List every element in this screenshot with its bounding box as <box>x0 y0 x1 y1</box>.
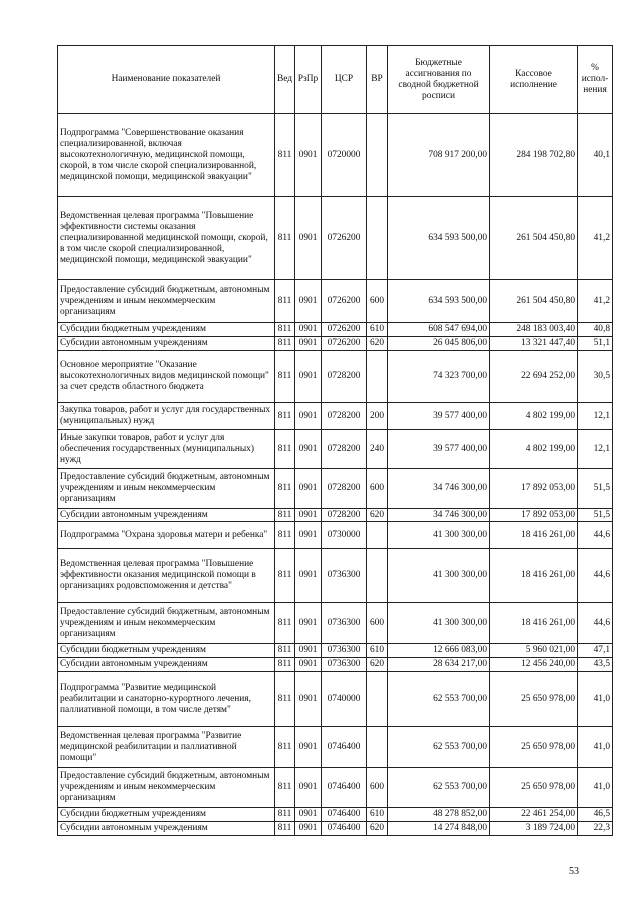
header-kassa: Кассовое исполнение <box>490 46 578 114</box>
row-vr: 620 <box>367 822 388 836</box>
row-vr <box>367 549 388 603</box>
row-kassa: 4 802 199,00 <box>490 403 578 430</box>
header-rzpr: РзПр <box>295 46 322 114</box>
row-ved: 811 <box>275 603 295 644</box>
row-pct: 41,0 <box>578 727 613 768</box>
row-csr: 0730000 <box>322 522 367 549</box>
row-csr: 0728200 <box>322 403 367 430</box>
row-pct: 47,1 <box>578 644 613 658</box>
row-name: Подпрограмма "Охрана здоровья матери и ребенка" <box>58 522 275 549</box>
row-vr: 200 <box>367 403 388 430</box>
row-vr <box>367 351 388 403</box>
row-csr: 0726200 <box>322 323 367 337</box>
row-kassa: 18 416 261,00 <box>490 522 578 549</box>
row-pct: 44,6 <box>578 549 613 603</box>
row-csr: 0726200 <box>322 197 367 280</box>
row-kassa: 22 694 252,00 <box>490 351 578 403</box>
row-pct: 43,5 <box>578 658 613 672</box>
row-ved: 811 <box>275 644 295 658</box>
row-rzpr: 0901 <box>295 644 322 658</box>
row-budget: 39 577 400,00 <box>388 430 490 469</box>
row-rzpr: 0901 <box>295 351 322 403</box>
table-row <box>58 672 613 727</box>
row-csr: 0726200 <box>322 337 367 351</box>
row-rzpr: 0901 <box>295 323 322 337</box>
row-csr: 0736300 <box>322 549 367 603</box>
row-budget: 62 553 700,00 <box>388 727 490 768</box>
row-csr: 0736300 <box>322 603 367 644</box>
row-csr: 0728200 <box>322 351 367 403</box>
row-rzpr: 0901 <box>295 603 322 644</box>
row-kassa: 22 461 254,00 <box>490 808 578 822</box>
row-vr: 600 <box>367 768 388 808</box>
row-vr <box>367 114 388 197</box>
table-row <box>58 509 613 522</box>
row-kassa: 25 650 978,00 <box>490 727 578 768</box>
row-kassa: 25 650 978,00 <box>490 768 578 808</box>
header-row <box>58 46 613 114</box>
table-row <box>58 280 613 323</box>
row-vr: 610 <box>367 644 388 658</box>
row-budget: 62 553 700,00 <box>388 768 490 808</box>
row-kassa: 3 189 724,00 <box>490 822 578 836</box>
row-kassa: 13 321 447,40 <box>490 337 578 351</box>
row-rzpr: 0901 <box>295 114 322 197</box>
row-name: Закупка товаров, работ и услуг для государственных (муниципальных) нужд <box>58 403 275 430</box>
header-csr: ЦСР <box>322 46 367 114</box>
row-ved: 811 <box>275 114 295 197</box>
row-rzpr: 0901 <box>295 403 322 430</box>
row-name: Предоставление субсидий бюджетным, автономным учреждениям и иным некоммерческим организациям <box>58 469 275 509</box>
row-ved: 811 <box>275 808 295 822</box>
row-budget: 34 746 300,00 <box>388 469 490 509</box>
row-csr: 0736300 <box>322 644 367 658</box>
row-name: Иные закупки товаров, работ и услуг для обеспечения государственных (муниципальных) нужд <box>58 430 275 469</box>
row-rzpr: 0901 <box>295 768 322 808</box>
row-kassa: 17 892 053,00 <box>490 509 578 522</box>
row-budget: 708 917 200,00 <box>388 114 490 197</box>
row-budget: 14 274 848,00 <box>388 822 490 836</box>
row-budget: 26 045 806,00 <box>388 337 490 351</box>
row-pct: 40,1 <box>578 114 613 197</box>
header-budget: Бюджетные ассигнования по сводной бюджетной росписи <box>388 46 490 114</box>
row-name: Предоставление субсидий бюджетным, автономным учреждениям и иным некоммерческим организациям <box>58 280 275 323</box>
table-row <box>58 114 613 197</box>
row-pct: 30,5 <box>578 351 613 403</box>
row-rzpr: 0901 <box>295 197 322 280</box>
row-name: Субсидии автономным учреждениям <box>58 509 275 522</box>
row-name: Предоставление субсидий бюджетным, автономным учреждениям и иным некоммерческим организациям <box>58 603 275 644</box>
row-pct: 41,0 <box>578 672 613 727</box>
row-vr <box>367 197 388 280</box>
row-vr: 600 <box>367 280 388 323</box>
row-vr: 620 <box>367 509 388 522</box>
table-row <box>58 603 613 644</box>
row-rzpr: 0901 <box>295 280 322 323</box>
row-vr: 620 <box>367 658 388 672</box>
row-pct: 41,2 <box>578 197 613 280</box>
table-row <box>58 808 613 822</box>
row-budget: 48 278 852,00 <box>388 808 490 822</box>
row-pct: 12,1 <box>578 403 613 430</box>
row-vr <box>367 727 388 768</box>
table-row <box>58 323 613 337</box>
row-budget: 608 547 694,00 <box>388 323 490 337</box>
row-kassa: 4 802 199,00 <box>490 430 578 469</box>
row-vr: 600 <box>367 469 388 509</box>
row-name: Субсидии автономным учреждениям <box>58 337 275 351</box>
row-csr: 0726200 <box>322 280 367 323</box>
row-rzpr: 0901 <box>295 808 322 822</box>
row-vr: 610 <box>367 808 388 822</box>
row-name: Субсидии бюджетным учреждениям <box>58 644 275 658</box>
row-rzpr: 0901 <box>295 549 322 603</box>
row-rzpr: 0901 <box>295 469 322 509</box>
row-budget: 28 634 217,00 <box>388 658 490 672</box>
row-pct: 41,2 <box>578 280 613 323</box>
row-ved: 811 <box>275 658 295 672</box>
table-body <box>58 114 613 836</box>
row-budget: 41 300 300,00 <box>388 549 490 603</box>
row-ved: 811 <box>275 727 295 768</box>
row-budget: 41 300 300,00 <box>388 522 490 549</box>
row-ved: 811 <box>275 509 295 522</box>
row-vr <box>367 522 388 549</box>
row-name: Субсидии бюджетным учреждениям <box>58 808 275 822</box>
header-vr: ВР <box>367 46 388 114</box>
table-row <box>58 403 613 430</box>
row-kassa: 284 198 702,80 <box>490 114 578 197</box>
row-budget: 12 666 083,00 <box>388 644 490 658</box>
header-ved: Вед <box>275 46 295 114</box>
row-ved: 811 <box>275 351 295 403</box>
row-budget: 634 593 500,00 <box>388 280 490 323</box>
row-kassa: 18 416 261,00 <box>490 549 578 603</box>
row-name: Основное мероприятие "Оказание высокотехнологичных видов медицинской помощи" за счет средств областного бюджета <box>58 351 275 403</box>
row-pct: 12,1 <box>578 430 613 469</box>
row-csr: 0746400 <box>322 808 367 822</box>
row-ved: 811 <box>275 197 295 280</box>
row-rzpr: 0901 <box>295 430 322 469</box>
row-kassa: 261 504 450,80 <box>490 280 578 323</box>
row-rzpr: 0901 <box>295 337 322 351</box>
table-row <box>58 430 613 469</box>
row-rzpr: 0901 <box>295 522 322 549</box>
row-rzpr: 0901 <box>295 672 322 727</box>
row-pct: 51,5 <box>578 509 613 522</box>
table-row <box>58 337 613 351</box>
row-csr: 0728200 <box>322 509 367 522</box>
row-vr: 600 <box>367 603 388 644</box>
row-ved: 811 <box>275 672 295 727</box>
table-row <box>58 351 613 403</box>
row-ved: 811 <box>275 469 295 509</box>
row-csr: 0740000 <box>322 672 367 727</box>
row-name: Ведомственная целевая программа "Повышение эффективности системы оказания специализированной медицинской помощи, скорой, в том числе скорой специализированной, медицинской помощи, медицинской эвакуации" <box>58 197 275 280</box>
row-pct: 41,0 <box>578 768 613 808</box>
row-name: Субсидии бюджетным учреждениям <box>58 323 275 337</box>
row-pct: 51,5 <box>578 469 613 509</box>
row-ved: 811 <box>275 323 295 337</box>
row-kassa: 248 183 003,40 <box>490 323 578 337</box>
row-name: Подпрограмма "Развитие медицинской реабилитации и санаторно-курортного лечения, паллиативной помощи, в том числе детям" <box>58 672 275 727</box>
page-number: 53 <box>569 866 579 877</box>
row-budget: 34 746 300,00 <box>388 509 490 522</box>
row-vr: 620 <box>367 337 388 351</box>
table-row <box>58 822 613 836</box>
row-vr: 610 <box>367 323 388 337</box>
row-pct: 51,1 <box>578 337 613 351</box>
row-name: Ведомственная целевая программа "Повышение эффективности оказания медицинской помощи в организациях родовспоможения и детства" <box>58 549 275 603</box>
row-pct: 22,3 <box>578 822 613 836</box>
row-name: Субсидии автономным учреждениям <box>58 658 275 672</box>
row-vr: 240 <box>367 430 388 469</box>
row-csr: 0728200 <box>322 430 367 469</box>
row-pct: 44,6 <box>578 603 613 644</box>
row-kassa: 5 960 021,00 <box>490 644 578 658</box>
table-row <box>58 549 613 603</box>
row-csr: 0746400 <box>322 822 367 836</box>
row-ved: 811 <box>275 280 295 323</box>
row-ved: 811 <box>275 822 295 836</box>
row-budget: 74 323 700,00 <box>388 351 490 403</box>
row-csr: 0720000 <box>322 114 367 197</box>
row-vr <box>367 672 388 727</box>
row-kassa: 18 416 261,00 <box>490 603 578 644</box>
header-pct: % испол-нения <box>578 46 613 114</box>
header-name: Наименование показателей <box>58 46 275 114</box>
row-kassa: 25 650 978,00 <box>490 672 578 727</box>
table-row <box>58 768 613 808</box>
table-row <box>58 644 613 658</box>
row-ved: 811 <box>275 430 295 469</box>
row-kassa: 261 504 450,80 <box>490 197 578 280</box>
row-csr: 0746400 <box>322 727 367 768</box>
row-csr: 0736300 <box>322 658 367 672</box>
row-rzpr: 0901 <box>295 822 322 836</box>
row-budget: 62 553 700,00 <box>388 672 490 727</box>
row-rzpr: 0901 <box>295 509 322 522</box>
row-budget: 41 300 300,00 <box>388 603 490 644</box>
row-name: Ведомственная целевая программа "Развитие медицинской реабилитации и паллиативной помощи" <box>58 727 275 768</box>
table-row <box>58 727 613 768</box>
table-row <box>58 197 613 280</box>
row-kassa: 17 892 053,00 <box>490 469 578 509</box>
row-name: Предоставление субсидий бюджетным, автономным учреждениям и иным некоммерческим организациям <box>58 768 275 808</box>
row-name: Субсидии автономным учреждениям <box>58 822 275 836</box>
row-csr: 0728200 <box>322 469 367 509</box>
row-ved: 811 <box>275 522 295 549</box>
row-budget: 634 593 500,00 <box>388 197 490 280</box>
row-ved: 811 <box>275 768 295 808</box>
row-name: Подпрограмма "Совершенствование оказания специализированной, включая высокотехнологичную, медицинской помощи, скорой, в том числе скорой специализированной, медицинской помощи, медицинской эвакуации" <box>58 114 275 197</box>
table-row <box>58 658 613 672</box>
table-row <box>58 522 613 549</box>
row-rzpr: 0901 <box>295 658 322 672</box>
row-kassa: 12 456 240,00 <box>490 658 578 672</box>
row-ved: 811 <box>275 549 295 603</box>
row-pct: 46,5 <box>578 808 613 822</box>
table-row <box>58 469 613 509</box>
row-budget: 39 577 400,00 <box>388 403 490 430</box>
row-rzpr: 0901 <box>295 727 322 768</box>
row-pct: 44,6 <box>578 522 613 549</box>
row-ved: 811 <box>275 403 295 430</box>
row-csr: 0746400 <box>322 768 367 808</box>
row-ved: 811 <box>275 337 295 351</box>
budget-table <box>57 45 613 836</box>
row-pct: 40,8 <box>578 323 613 337</box>
